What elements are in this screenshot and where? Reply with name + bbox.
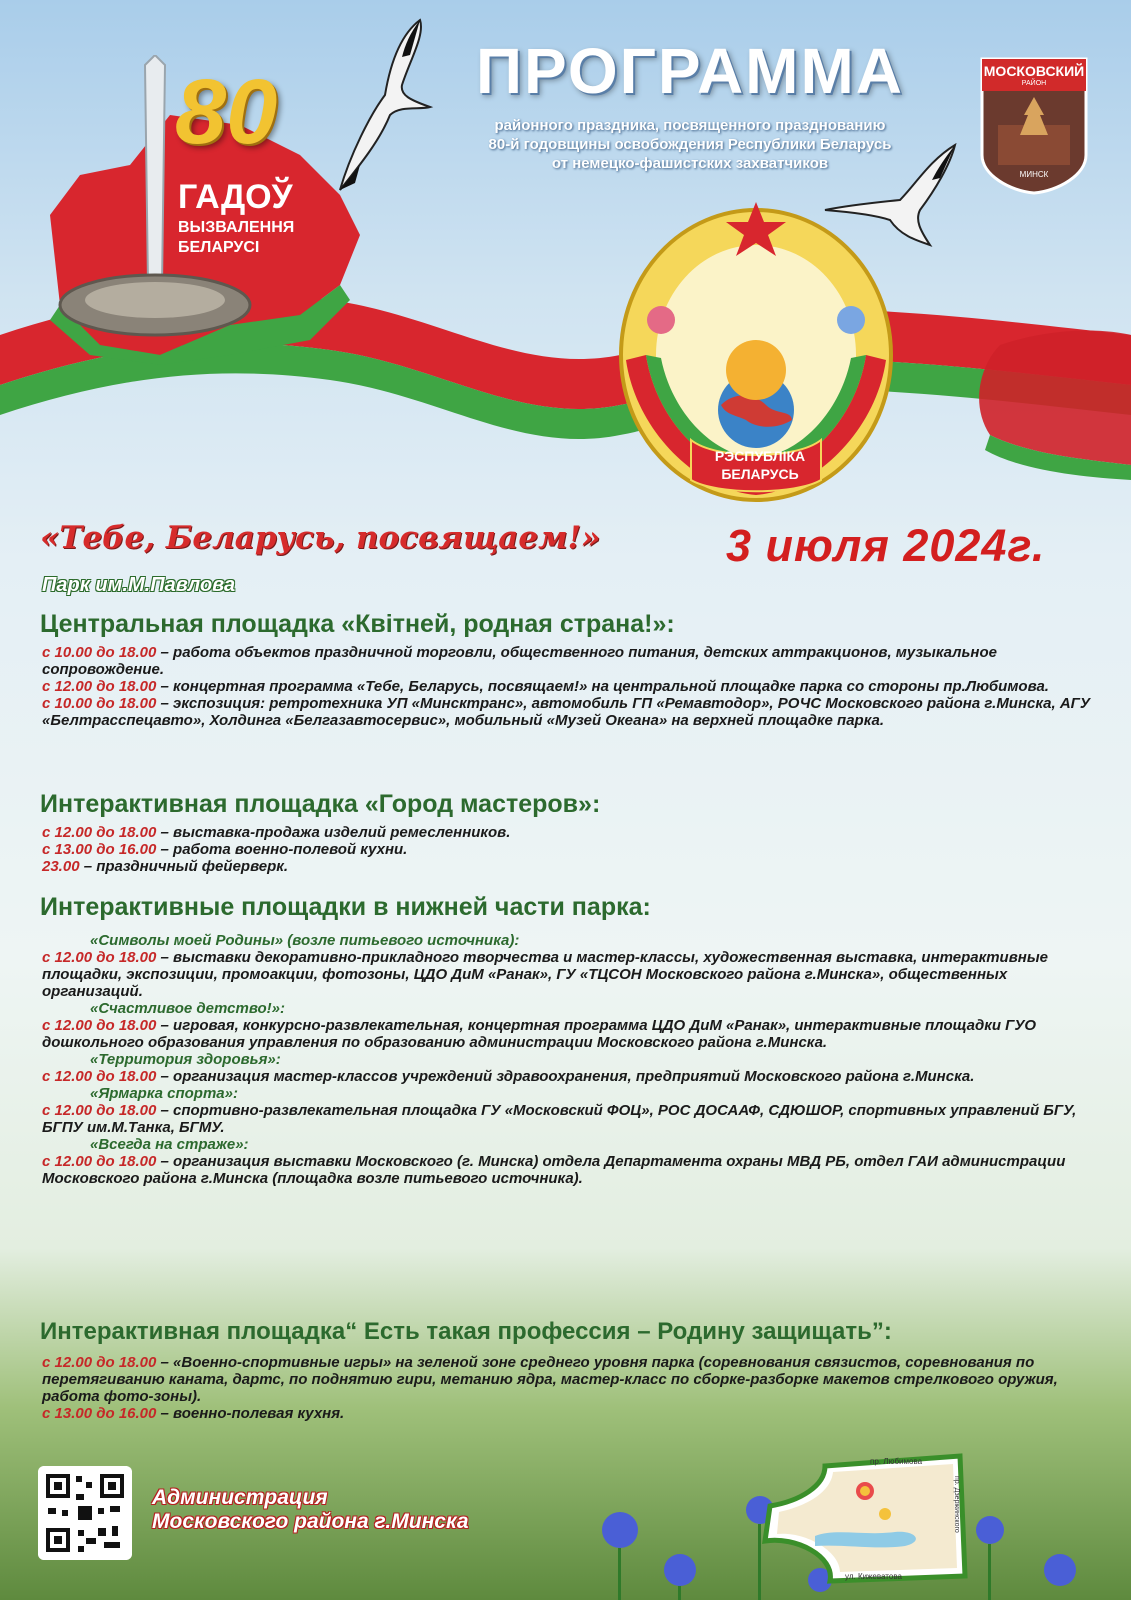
schedule-text: – военно-полевая кухня. bbox=[156, 1405, 345, 1422]
badge-line2-text: ВЫЗВАЛЕННЯ bbox=[178, 219, 295, 236]
schedule-time: с 12.00 до 18.00 bbox=[42, 949, 157, 966]
park-map[interactable] bbox=[755, 1446, 970, 1586]
schedule-text: – выставки декоративно-прикладного творчества и мастер-классы, художественная выставка, интерактивные площадки, экспозиции, промоакции, фотозоны, ЦДО ДиМ «Ранак», ГУ «ТЦСОН Московского района г.Минска», общественных организаций. bbox=[42, 949, 1048, 1000]
schedule-text: – экспозиция: ретротехника УП «Минсктранс», автомобиль ГП «Ремавтодор», РОЧС Московского района г.Минска, АГУ «Белтрасспецавто», Холдинга «Белгазавтосервис», мобильный «Музей Океана» на верхней площадке парка. bbox=[42, 695, 1091, 729]
event-date: 3 июля 2024г. bbox=[726, 520, 1046, 571]
subsection-title: «Счастливое детство!»: bbox=[90, 1000, 286, 1017]
map-label-bottom: ул. Кижеватова bbox=[845, 1572, 902, 1581]
map-label-top: пр. Любимова bbox=[870, 1457, 923, 1466]
district-logo-bottom: МИНСК bbox=[1019, 170, 1049, 179]
schedule-text: – концертная программа «Тебе, Беларусь, посвящаем!» на центральной площадке парка со стороны пр.Любимова. bbox=[156, 678, 1049, 695]
section-body-profession bbox=[42, 1354, 1092, 1422]
schedule-item bbox=[42, 1405, 1092, 1422]
schedule-time: с 12.00 до 18.00 bbox=[42, 1068, 157, 1085]
schedule-item bbox=[42, 858, 1092, 875]
schedule-text: – работа военно-полевой кухни. bbox=[156, 841, 408, 858]
admin-line2: Московского района г.Минска bbox=[152, 1510, 469, 1533]
schedule-text: – спортивно-развлекательная площадка ГУ «Московский ФОЦ», РОС ДОСААФ, СДЮШОР, спортивных управлений БГУ, БГПУ им.М.Танка, БГМУ. bbox=[42, 1102, 1077, 1136]
section-heading-central: Центральная площадка «Квітней, родная страна!»: bbox=[40, 610, 675, 638]
schedule-text: – игровая, конкурсно-развлекательная, концертная программа ЦДО ДиМ «Ранак», интерактивные площадки ГУО дошкольного образования управления по образованию администрации Московского района г.Минска. bbox=[42, 1017, 1037, 1051]
subtitle-line: районного праздника, посвященного празднованию bbox=[494, 117, 886, 134]
schedule-item bbox=[42, 644, 1092, 678]
page-title: ПРОГРАММА bbox=[475, 35, 905, 107]
schedule-time: с 13.00 до 16.00 bbox=[42, 1405, 157, 1422]
badge-line3-text: БЕЛАРУСІ bbox=[178, 239, 260, 256]
schedule-time: 23.00 bbox=[42, 858, 80, 875]
district-logo-title: МОСКОВСКИЙ bbox=[983, 63, 1085, 79]
schedule-time: с 13.00 до 16.00 bbox=[42, 841, 157, 858]
schedule-text: – организация выставки Московского (г. Минска) отдела Департамента охраны МВД РБ, отдел ГАИ администрации Московского района г.Минска (площадка возле питьевого источника). bbox=[42, 1153, 1066, 1187]
badge-number: 80 bbox=[175, 61, 278, 163]
subsection-title: «Всегда на страже»: bbox=[90, 1136, 249, 1153]
section-heading-profession: Интерактивная площадка“ Есть такая профессия – Родину защищать”: bbox=[40, 1318, 892, 1345]
schedule-time: с 10.00 до 18.00 bbox=[42, 695, 157, 712]
schedule-item bbox=[42, 1017, 1092, 1051]
page-subtitle bbox=[420, 116, 960, 173]
emblem-label-1: РЭСПУБЛІКА bbox=[714, 448, 806, 464]
map-label-right: пр. Дзержинского bbox=[953, 1476, 960, 1533]
schedule-time: с 12.00 до 18.00 bbox=[42, 1017, 157, 1034]
subtitle-line: от немецко-фашистских захватчиков bbox=[551, 155, 829, 172]
schedule-text: – организация мастер-классов учреждений здравоохранения, предприятий Московского района г.Минска. bbox=[156, 1068, 975, 1085]
schedule-item bbox=[42, 695, 1092, 729]
badge-line2 bbox=[178, 218, 294, 258]
schedule-time: с 12.00 до 18.00 bbox=[42, 824, 157, 841]
schedule-text: – «Военно-спортивные игры» на зеленой зоне среднего уровня парка (соревнования связистов, соревнования по перетягиванию каната, дартс, по поднятию гири, метанию ядра, мастер-класс по сборке-разборке макетов стрелкового оружия, работа фото-зоны). bbox=[42, 1354, 1058, 1405]
subsection-title: «Ярмарка спорта»: bbox=[90, 1085, 238, 1102]
badge-line1: ГАДОЎ bbox=[178, 178, 293, 216]
schedule-item bbox=[42, 949, 1092, 1000]
section-body-lower bbox=[42, 932, 1092, 1187]
footer-admin bbox=[152, 1486, 469, 1534]
schedule-text: – работа объектов праздничной торговли, общественного питания, детских аттракционов, музыкальное сопровождение. bbox=[42, 644, 997, 678]
subsection-title: «Территория здоровья»: bbox=[90, 1051, 281, 1068]
subtitle-line: 80-й годовщины освобождения Республики Беларусь bbox=[488, 136, 892, 153]
schedule-text: – выставка-продажа изделий ремесленников. bbox=[156, 824, 511, 841]
schedule-item bbox=[42, 1102, 1092, 1136]
qr-code[interactable] bbox=[38, 1466, 132, 1560]
schedule-item bbox=[42, 1354, 1092, 1405]
emblem-label-2: БЕЛАРУСЬ bbox=[721, 466, 799, 482]
slogan: «Тебе, Беларусь, посвящаем!» bbox=[40, 520, 601, 556]
schedule-item bbox=[42, 841, 1092, 858]
section-heading-lower: Интерактивные площадки в нижней части парка: bbox=[40, 893, 651, 921]
schedule-time: с 12.00 до 18.00 bbox=[42, 678, 157, 695]
subsection-title: «Символы моей Родины» (возле питьевого источника): bbox=[90, 932, 520, 949]
district-logo-sub: РАЙОН bbox=[1021, 80, 1047, 87]
section-body-masters bbox=[42, 824, 1092, 875]
schedule-time: с 12.00 до 18.00 bbox=[42, 1102, 157, 1119]
schedule-item bbox=[42, 824, 1092, 841]
section-heading-masters: Интерактивная площадка «Город мастеров»: bbox=[40, 790, 601, 818]
schedule-text: – праздничный фейерверк. bbox=[79, 858, 289, 875]
admin-line1: Администрация bbox=[152, 1486, 328, 1509]
section-body-central bbox=[42, 644, 1092, 729]
event-place: Парк им.М.Павлова bbox=[42, 574, 236, 596]
schedule-time: с 12.00 до 18.00 bbox=[42, 1354, 157, 1371]
schedule-item bbox=[42, 1068, 1092, 1085]
schedule-item bbox=[42, 1153, 1092, 1187]
schedule-time: с 12.00 до 18.00 bbox=[42, 1153, 157, 1170]
schedule-time: с 10.00 до 18.00 bbox=[42, 644, 157, 661]
schedule-item bbox=[42, 678, 1092, 695]
